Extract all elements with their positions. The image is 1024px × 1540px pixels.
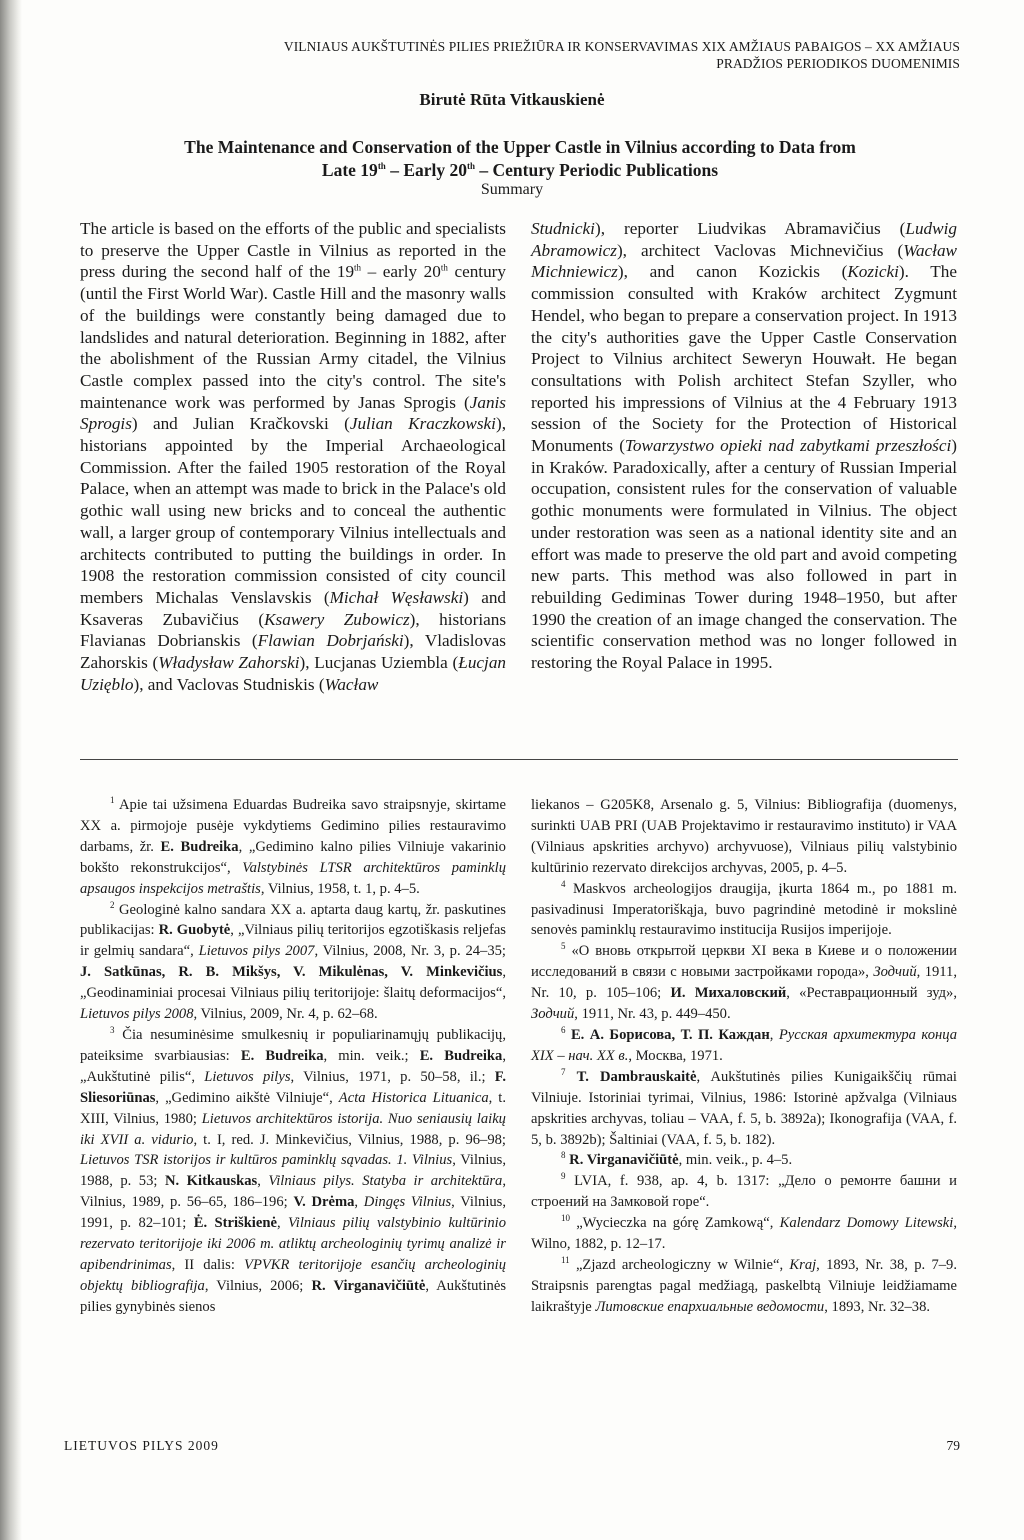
running-head-line-1: VILNIAUS AUKŠTUTINĖS PILIES PRIEŽIŪRA IR KONSERVAVIMAS XIX AMŽIAUS PABAIGOS – XX AMŽIAUS	[283, 39, 960, 54]
footnotes-column-left	[80, 795, 506, 1318]
page-gutter-shadow	[0, 0, 22, 1540]
title-line-1: The Maintenance and Conservation of the Upper Castle in Vilnius according to Data from	[184, 137, 856, 157]
footnote-3: $^3$ Čia nesuminėsime smulkesnių ir populiarinamųjų publikacijų, pateiksime svarbiausias: E. Budreika, min. veik.; E. Budreika, „Aukštutinė pilis“, Lietuvos pilys, Vilnius, 1971, p. 50–58, il.; F. Sliesoriūnas, „Gedimino aikštė Vilniuje“, Acta Historica Lituanica, t. XIII, Vilnius, 1980; Lietuvos architektūros istorija. Nuo seniausių laikų iki XVII a. vidurio, t. I, red. J. Minkevičius, Vilnius, 1988, p. 96–98; Lietuvos TSR istorijos ir kultūros paminklų sąvadas. 1. Vilnius, Vilnius, 1988, p. 53; N. Kitkauskas, Vilniaus pilys. Statyba ir architektūra, Vilnius, 1989, p. 56–65, 186–196; V. Drėma, Dingęs Vilnius, Vilnius, 1991, p. 82–101; Ė. Striškienė, Vilniaus pilių valstybinio kultūrinio rezervato teritorijoje iki 2006 m. atliktų archeologinių tyrimų analizė ir apibendrinimas, II dalis: VPVKR teritorijoje esančių archeologinių objektų bibliografija, Vilnius, 2006; R. Virganavičiūtė, Aukštutinės pilies gynybinės sienos	[80, 1025, 507, 1315]
page-number: 79	[946, 1438, 960, 1453]
footnote-10: $^{10}$ „Wycieczka na górę Zamkową“, Kalendarz Domowy Litewski, Wilno, 1882, p. 12–17.	[531, 1213, 957, 1253]
footnote-3-continued: liekanos – G205K8, Arsenalo g. 5, Vilnius: Bibliografija (duomenys, surinkti UAB PRI (UAB Projektavimo ir restauravimo instituto) ir VAA (Vilniaus apskrities archyvo) archyvuose), Vilniaus pilių valstybinio kultūrinio rezervato direkcijos archyvas, 2005, p. 4–5.	[531, 797, 957, 876]
summary-column-right	[531, 218, 957, 674]
footnote-7: $^7$ T. Dambrauskaitė, Aukštutinės pilies Kunigaikščių rūmai Vilniuje. Istoriniai tyrimai, Vilnius, 1986: Istorinė apžvalga (Vilniaus apskrities archyvas, toliau – VAA, f. 5, b. 3892a); Ikonografija (VAA, f. 5, b. 3892b); Šaltiniai (VAA, f. 5, b. 182).	[531, 1066, 957, 1148]
footnote-2: $^2$ Geologinė kalno sandara XX a. aptarta daug kartų, žr. paskutines publikacijas: R. Guobytė, „Vilniaus pilių teritorijos egzotiškasis reljefas ir gelmių sandara“, Lietuvos pilys 2007, Vilnius, 2008, Nr. 3, p. 24–35; J. Satkūnas, R. B. Mikšys, V. Mikulėnas, V. Minkevičius, „Geodinaminiai procesai Vilniaus pilių teritorijoje: šlaitų deformacijos“, Lietuvos pilys 2008, Vilnius, 2009, Nr. 4, p. 62–68.	[80, 899, 506, 1023]
title-line-2: Late 19th – Early 20th – Century Periodic Publications	[321, 160, 719, 180]
footnote-9: $^9$ LVIA, f. 938, ap. 4, b. 1317: „Дело о ремонте башни и строений на Замковой горе“.	[531, 1171, 957, 1211]
footnote-6: $^6$ Е. А. Борисова, Т. П. Каждан, Русская архитектура конца XIX – нач. XX в., Москва, 1971.	[531, 1025, 958, 1064]
running-head-line-2: PRADŽIOS PERIODIKOS DUOMENIMIS	[716, 56, 960, 71]
summary-text-right: Studnicki), reporter Liudvikas Abramavičius (Ludwig Abramowicz), architect Vaclovas Michnevičius (Wacław Michniewicz), and canon Kozickis (Kozicki). The commission consulted with Kraków architect Zygmunt Hendel, who began to prepare a conservation project. In 1913 the city's authorities gave the Upper Castle Conservation Project to Vilnius architect Seweryn Houwałt. He began consultations with Polish architect Stefan Szyller, who reported his impressions of Vilnius at the 4 February 1913 session of the Society for the Protection of Historical Monuments (Towarzystwo opieki nad zabytkami przeszłości) in Kraków. Paradoxically, after a century of Russian Imperial occupation, consistent rules for the conservation of valuable gothic monuments were formulated in Vilnius. The object under restoration was seen as a national identity site and an effort was made to preserve the old part and avoid competing new parts. This method was also followed in part in rebuilding Gediminas Tower during 1948–1950, but after 1990 the creation of an image changed the conservation. The scientific conservation method was no longer followed in restoring the Royal Palace in 1995.	[531, 219, 957, 673]
footnote-11: $^{11}$ „Zjazd archeologiczny w Wilnie“, Kraj, 1893, Nr. 38, p. 7–9. Straipsnis parengtas pagal medžiagą, paskelbtą Vilniuje leidžiamame laikraštyje Литовские епархиальные ведомости, 1893, Nr. 32–38.	[531, 1255, 957, 1315]
summary-text-left: The article is based on the efforts of the public and specialists to preserve the Upper Castle in Vilnius as reported in the press during the second half of the 19th – early 20th century (until the First World War). Castle Hill and the masonry walls of the buildings were constantly being damaged due to landslides and natural deterioration. Beginning in 1882, after the abolishment of the Russian Army citadel, the Vilnius Castle complex passed into the city's control. The site's maintenance work was performed by Janas Sprogis (Janis Sprogis) and Julian Kračkovski (Julian Kraczkowski), historians appointed by the Imperial Archaeological Commission. After the failed 1905 restoration of the Royal Palace, when an attempt was made to brick in the Palace's old gothic wall using new bricks and to conceal the authentic wall, a larger group of contemporary Vilnius intellectuals and architects contributed to putting the buildings in order. In 1908 the restoration commission consisted of city council members Michalas Venslavskis (Michał Węsławski) and Ksaveras Zubavičius (Ksawery Zubowicz), historians Flavianas Dobrianskis (Flawian Dobrjański), Vladislovas Zahorskis (Władysław Zahorski), Lucjanas Uziembla (Łucjan Uzięblo), and Vaclovas Studniskis (Wacław	[80, 219, 507, 694]
summary-label: Summary	[480, 181, 544, 198]
author-name: Birutė Rūta Vitkauskienė	[419, 90, 605, 109]
journal-footer: LIETUVOS PILYS 2009	[64, 1438, 219, 1453]
footnote-5: $^5$ «О вновь открытой церкви XI века в Киеве и о положении исследований в связи с новыми застройками города», Зодчий, 1911, Nr. 10, p. 105–106; И. Михаловский, «Реставрационный зуд», Зодчий, 1911, Nr. 43, p. 449–450.	[531, 941, 957, 1023]
footnote-8: $^8$ R. Virganavičiūtė, min. veik., p. 4–5.	[561, 1150, 793, 1169]
footnotes-column-right	[531, 795, 957, 1318]
footnote-1: $^1$ Apie tai užsimena Eduardas Budreika savo straipsnyje, skirtame XX a. pirmojoje pusėje vykdytiems Gedimino pilies restauravimo darbams, žr. E. Budreika, „Gedimino kalno pilies Vilniuje vakarinio bokšto rekonstrukcijos“, Valstybinės LTSR architektūros paminklų apsaugos inspekcijos metraštis, Vilnius, 1958, t. 1, p. 4–5.	[80, 795, 507, 897]
footnote-separator	[80, 759, 958, 760]
footnote-4: $^4$ Maskvos archeologijos draugija, įkurta 1864 m., po 1881 m. pasivadinusi Imperatoriškąja, buvo pagrindinė metodinė ir mokslinė senovės paminklų restauravimo institucija Rusijos imperijoje.	[531, 878, 957, 939]
summary-column-left	[80, 218, 506, 695]
article-title	[100, 136, 940, 182]
running-head	[200, 38, 960, 72]
